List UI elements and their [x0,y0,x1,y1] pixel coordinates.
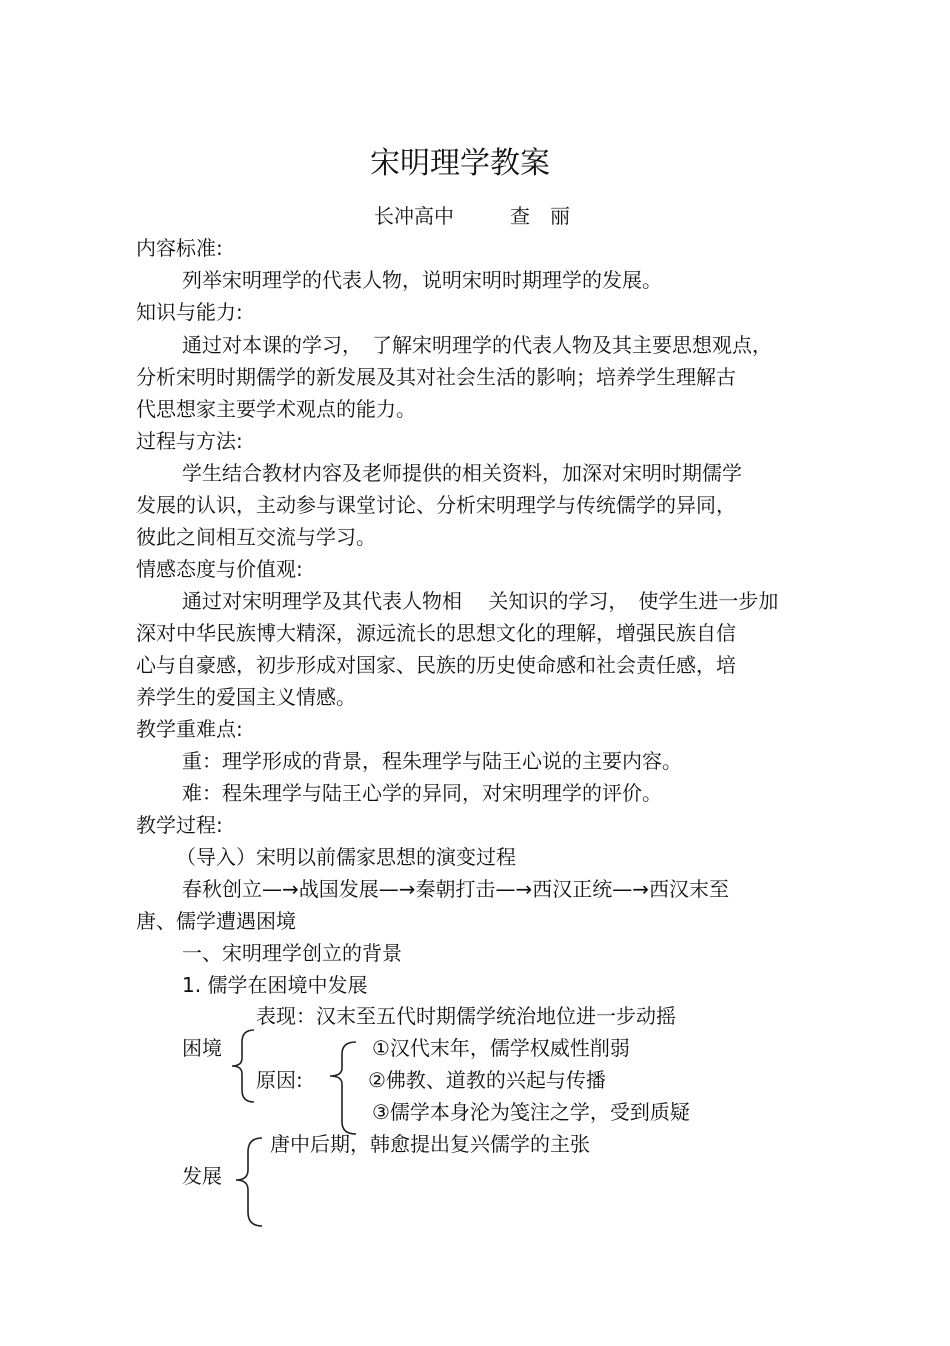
knowledge-line: 代思想家主要学术观点的能力。 [136,397,416,421]
cause-label: 原因: [256,1068,303,1092]
development-label: 发展 [182,1164,222,1188]
emotion-line: 心与自豪感，初步形成对国家、民族的历史使命感和社会责任感，培 [136,653,736,677]
process-line: 发展的认识，主动参与课堂讨论、分析宋明理学与传统儒学的异同， [136,493,736,517]
procedure-intro: （导入）宋明以前儒家思想的演变过程 [176,845,516,869]
process-line: 学生结合教材内容及老师提供的相关资料，加深对宋明时期儒学 [182,461,742,485]
key-points-heading: 教学重难点: [136,717,243,741]
knowledge-heading: 知识与能力: [136,300,243,324]
key-focus: 重：理学形成的背景，程朱理学与陆王心说的主要内容。 [182,749,682,773]
author-name: 查 丽 [510,204,570,228]
procedure-chain-line: 唐、儒学遭遇困境 [136,909,296,933]
emotion-line: 养学生的爱国主义情感。 [136,685,356,709]
procedure-chain-line: 春秋创立—→战国发展—→秦朝打击—→西汉正统—→西汉末至 [182,877,730,901]
procedure-point1: 1. 儒学在困境中发展 [182,973,368,997]
emotion-heading: 情感态度与价值观: [136,557,303,581]
knowledge-line: 通过对本课的学习， 了解宋明理学的代表人物及其主要思想观点， [182,333,772,357]
cause-item: ③儒学本身沦为笺注之学，受到质疑 [372,1100,690,1124]
cause-item: ①汉代末年，儒学权威性削弱 [372,1036,630,1060]
content-standard-heading: 内容标准: [136,236,223,260]
development-brace [236,1138,262,1226]
author-school: 长冲高中 [374,204,454,228]
procedure-part1: 一、宋明理学创立的背景 [182,941,402,965]
development-item: 唐中后期，韩愈提出复兴儒学的主张 [270,1132,590,1156]
emotion-line: 通过对宋明理学及其代表人物相 关知识的学习， 使学生进一步加 [182,589,779,613]
cause-item: ②佛教、道教的兴起与传播 [368,1068,606,1092]
emotion-line: 深对中华民族博大精深，源远流长的思想文化的理解，增强民族自信 [136,621,736,645]
key-difficulty: 难：程朱理学与陆王心学的异同，对宋明理学的评价。 [182,781,662,805]
dilemma-brace [232,1030,254,1102]
process-heading: 过程与方法: [136,429,243,453]
document-title: 宋明理学教案 [370,146,550,181]
procedure-heading: 教学过程: [136,813,223,837]
process-line: 彼此之间相互交流与学习。 [136,525,376,549]
dilemma-manifestation: 表现：汉末至五代时期儒学统治地位进一步动摇 [256,1004,676,1028]
cause-brace [330,1042,356,1134]
knowledge-line: 分析宋明时期儒学的新发展及其对社会生活的影响；培养学生理解古 [136,365,736,389]
dilemma-label: 困境 [182,1036,222,1060]
content-standard-body: 列举宋明理学的代表人物，说明宋明时期理学的发展。 [182,268,662,292]
